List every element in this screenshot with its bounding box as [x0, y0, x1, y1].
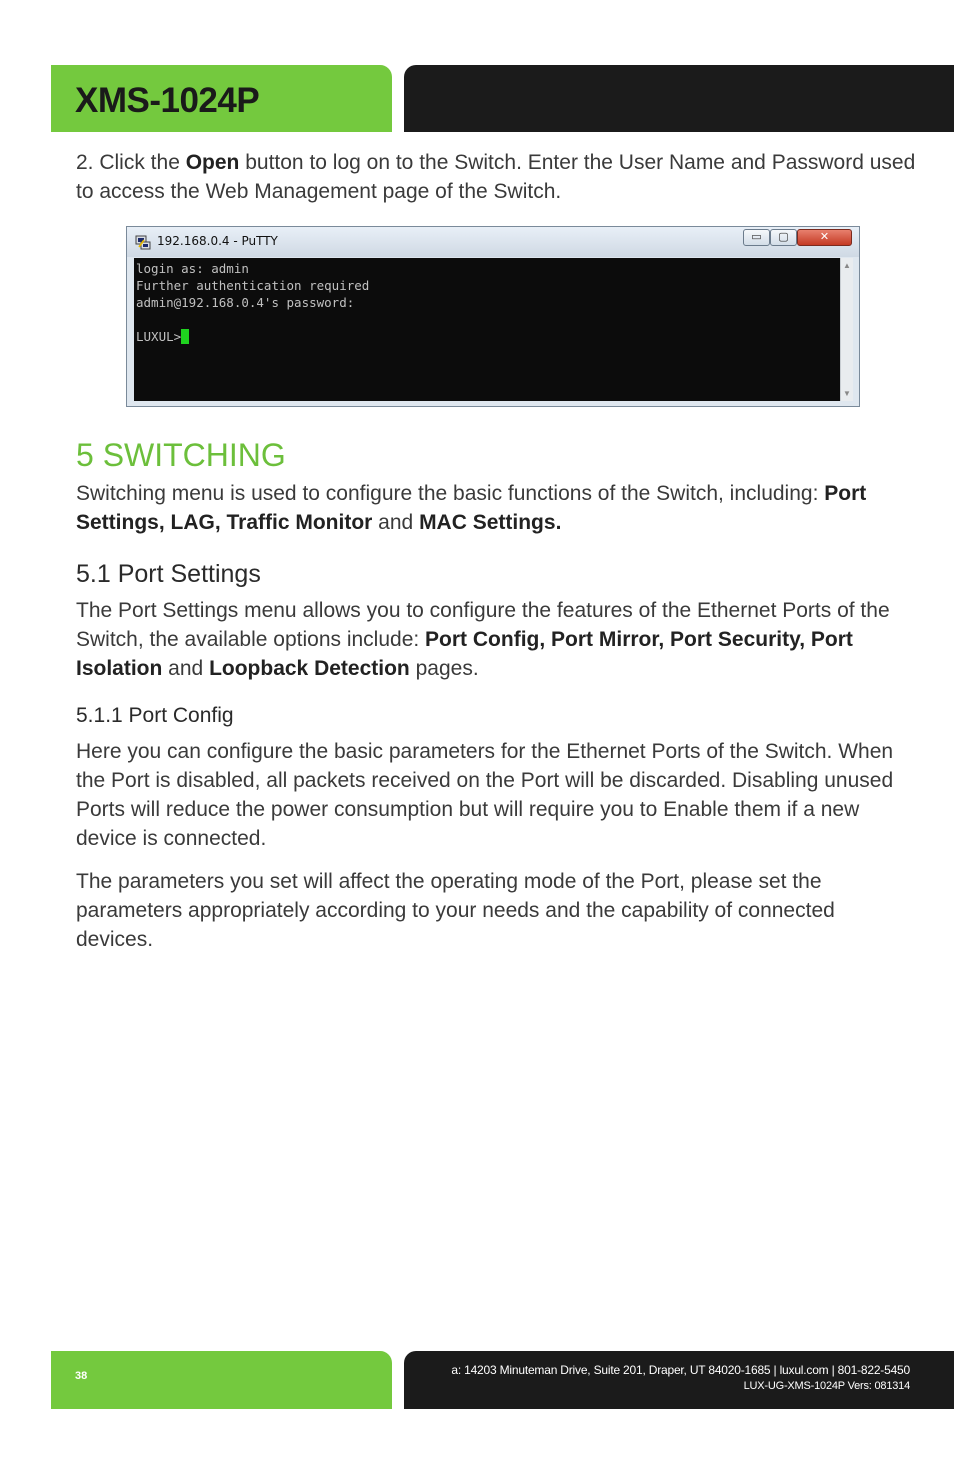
section-heading-port-config: 5.1.1 Port Config: [76, 704, 234, 727]
minimize-button[interactable]: ▭: [743, 229, 770, 246]
switching-bold-items: Port Settings, LAG, Traffic Monitor: [76, 482, 867, 534]
port-settings-end: pages.: [409, 657, 479, 680]
terminal-line-password: admin@192.168.0.4's password:: [136, 295, 355, 310]
header-green-band: [51, 65, 392, 132]
putty-window-title: 192.168.0.4 - PuTTY: [157, 234, 278, 248]
step-2-prefix: 2. Click the: [76, 151, 186, 174]
maximize-button[interactable]: ▢: [770, 229, 797, 246]
product-title: XMS-1024P: [75, 81, 260, 120]
terminal-prompt-text: LUXUL>: [136, 329, 182, 344]
close-button[interactable]: ✕: [797, 229, 852, 246]
port-settings-and: and: [162, 657, 210, 680]
footer-address: a: 14203 Minuteman Drive, Suite 201, Draper, UT 84020-1685 | luxul.com | 801-822-5450: [451, 1363, 910, 1377]
header-black-band: [404, 65, 954, 132]
terminal-scrollbar[interactable]: [840, 258, 853, 401]
page-number: 38: [75, 1370, 88, 1382]
port-settings-paragraph: [76, 596, 916, 683]
footer-green-band: [51, 1351, 392, 1409]
scroll-down-arrow-icon[interactable]: ▼: [843, 389, 851, 398]
port-settings-bold-loopback: Loopback Detection: [209, 657, 410, 680]
putty-titlebar: [127, 227, 859, 257]
switching-intro-text: Switching menu is used to configure the basic functions of the Switch, including:: [76, 482, 825, 505]
putty-window: [126, 226, 860, 407]
terminal-cursor: [181, 329, 189, 344]
switching-and: and: [372, 511, 420, 534]
step-2-suffix: button to log on to the Switch. Enter the User Name and Password used to access the Web Management page of the Switch.: [76, 151, 916, 203]
section-heading-port-settings: 5.1 Port Settings: [76, 560, 261, 588]
putty-icon: [135, 234, 151, 250]
switching-intro-paragraph: [76, 479, 916, 537]
port-settings-text: The Port Settings menu allows you to configure the features of the Ethernet Ports of the Switch, the available options include:: [76, 599, 890, 651]
switching-bold-mac: MAC Settings.: [419, 511, 562, 534]
terminal-area[interactable]: [134, 258, 840, 401]
terminal-line-login: login as: admin: [136, 261, 249, 276]
terminal-line-auth: Further authentication required: [136, 278, 370, 293]
footer-version: LUX-UG-XMS-1024P Vers: 081314: [743, 1380, 910, 1392]
open-keyword: Open: [185, 151, 240, 174]
scroll-up-arrow-icon[interactable]: ▲: [843, 261, 851, 270]
step-2-paragraph: [76, 148, 916, 206]
footer-black-band: [404, 1351, 954, 1409]
port-config-paragraph-1: Here you can configure the basic parameters for the Ethernet Ports of the Switch. When the Port is disabled, all packets received on the Port will be discarded. Disabling unused Ports will reduce the power consumption but will require you to Enable them if a new device is connected.: [76, 740, 894, 850]
port-config-paragraph-2: The parameters you set will affect the operating mode of the Port, please set the parameters appropriately according to your needs and the capability of connected devices.: [76, 870, 835, 951]
port-settings-bold-options: Port Config, Port Mirror, Port Security, Port Isolation: [76, 628, 853, 680]
terminal-line-prompt: [136, 328, 189, 345]
section-heading-switching: 5 SWITCHING: [76, 437, 286, 473]
